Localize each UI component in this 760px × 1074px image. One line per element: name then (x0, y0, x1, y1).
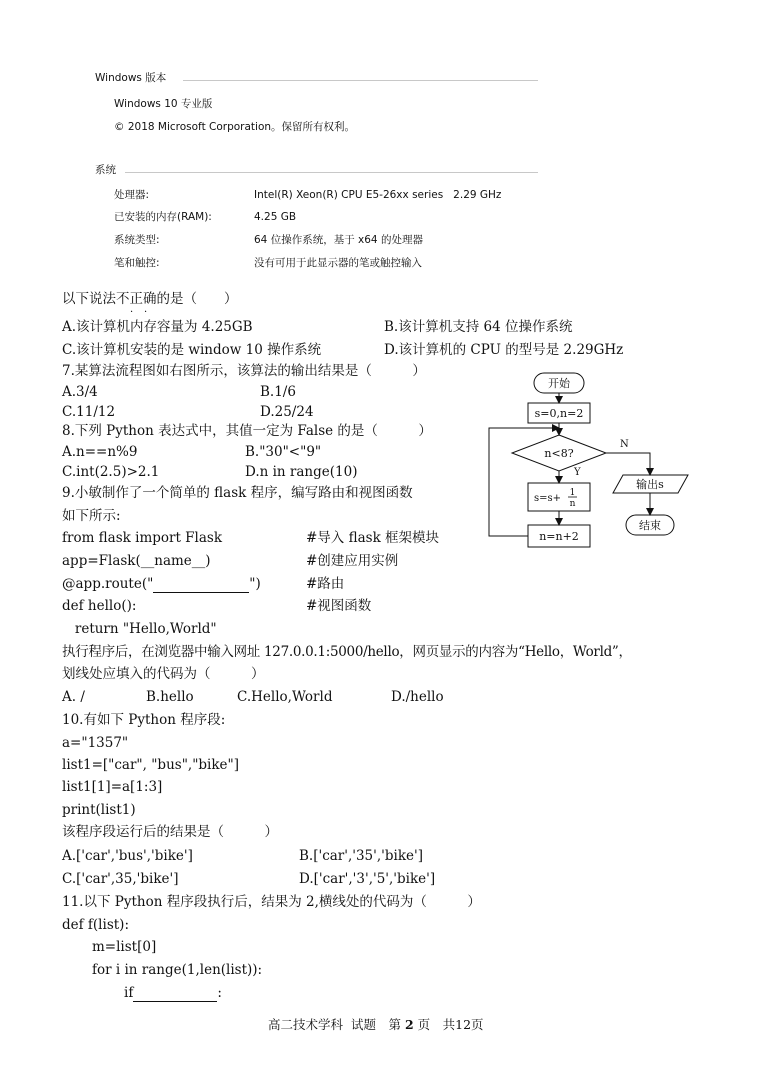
code-text: @app.route(" (62, 576, 154, 592)
system-label-processor: 处理器: (114, 189, 150, 201)
windows-version-heading: Windows 版本 (95, 72, 167, 84)
q6-stem: 以下说法不正确的是（ ） (62, 291, 238, 307)
system-value-pen: 没有可用于此显示器的笔或触控输入 (254, 257, 422, 269)
flowchart-start-label: 开始 (548, 377, 570, 390)
q10-option-b: B.['car','35','bike'] (299, 848, 423, 864)
flowchart-init-label: s=0,n=2 (534, 407, 584, 420)
flowchart-output-label: 输出s (636, 478, 664, 491)
q7-option-c: C.11/12 (62, 404, 116, 420)
code-line: def hello(): (62, 598, 137, 614)
fill-blank (133, 987, 217, 1002)
q9-option-d: D./hello (391, 689, 444, 705)
system-label-type: 系统类型: (114, 234, 160, 246)
footer-mid: 页 共 (417, 1017, 456, 1032)
q8-option-a: A.n==n%9 (62, 444, 138, 460)
code-line: from flask import Flask (62, 530, 223, 546)
flowchart-no-arrow (606, 453, 650, 475)
q10-question: 该程序段运行后的结果是（ ） (62, 824, 278, 840)
q10-option-a: A.['car','bus','bike'] (62, 848, 193, 864)
code-line: a="1357" (62, 735, 129, 751)
code-text: if (124, 985, 134, 1001)
q9-stem-line2: 如下所示: (62, 508, 121, 524)
q6-option-c: C.该计算机安装的是 window 10 操作系统 (62, 342, 322, 358)
code-line: print(list1) (62, 802, 136, 818)
q10-option-c: C.['car',35,'bike'] (62, 871, 179, 887)
q7-option-b: B.1/6 (260, 384, 296, 400)
code-line-if (124, 987, 222, 1002)
q9-option-c: C.Hello,World (237, 689, 333, 705)
q10-option-d: D.['car','3','5','bike'] (299, 871, 436, 887)
q6-option-a: A.该计算机内存容量为 4.25GB (62, 319, 253, 335)
code-text: ") (249, 576, 261, 592)
code-line: def f(list): (62, 917, 129, 933)
system-label-pen: 笔和触控: (114, 257, 160, 269)
code-comment: #路由 (306, 576, 345, 592)
code-text: : (217, 985, 222, 1001)
section-divider (183, 80, 538, 81)
code-line: for i in range(1,len(list)): (92, 962, 263, 978)
code-line: list1[1]=a[1:3] (62, 779, 163, 795)
code-comment: #视图函数 (306, 598, 372, 614)
flowchart-loop-arrow (489, 428, 562, 536)
q8-option-c: C.int(2.5)>2.1 (62, 464, 160, 480)
q10-stem: 10.有如下 Python 程序段: (62, 712, 226, 728)
q9-option-a: A. / (62, 689, 85, 705)
q9-stem-line1: 9.小敏制作了一个简单的 flask 程序，编写路由和视图函数 (62, 485, 413, 501)
system-value-processor: Intel(R) Xeon(R) CPU E5-26xx series 2.29 GHz (254, 189, 502, 201)
q9-desc-line1: 执行程序后，在浏览器中输入网址 127.0.0.1:5000/hello，网页显示的内容为“Hello，World”， (62, 644, 632, 660)
fill-blank (153, 578, 249, 593)
system-value-ram: 4.25 GB (254, 211, 297, 223)
emphasis-dot: · (130, 307, 134, 318)
code-line: m=list[0] (92, 939, 157, 955)
q7-option-d: D.25/24 (260, 404, 314, 420)
system-heading: 系统 (95, 164, 116, 176)
flowchart-no-label: N (620, 439, 629, 450)
page-footer (268, 1019, 484, 1032)
code-line: return "Hello,World" (62, 621, 217, 637)
flowchart-condition-label: n<8? (544, 447, 574, 460)
flowchart-end-label: 结束 (639, 519, 661, 532)
q11-stem: 11.以下 Python 程序段执行后，结果为 2,横线处的代码为（ ） (62, 894, 481, 910)
copyright-text: © 2018 Microsoft Corporation。保留所有权利。 (114, 121, 356, 133)
footer-left: 高二技术学科 试题 第 (268, 1017, 401, 1032)
flowchart-yes-label: Y (574, 467, 581, 478)
system-label-ram: 已安装的内存(RAM): (114, 211, 212, 223)
q8-option-b: B."30"<"9" (245, 444, 322, 460)
q7-option-a: A.3/4 (62, 384, 98, 400)
q8-stem: 8.下列 Python 表达式中，其值一定为 False 的是（ ） (62, 423, 432, 439)
q8-option-d: D.n in range(10) (245, 464, 358, 480)
flowchart-fraction-denominator: n (569, 499, 576, 509)
algorithm-flowchart (480, 366, 700, 566)
flowchart-update-label: s=s+ (534, 493, 562, 504)
q7-stem: 7.某算法流程图如右图所示，该算法的输出结果是（ ） (62, 363, 426, 379)
code-comment: #导入 flask 框架模块 (306, 530, 440, 546)
windows-edition: Windows 10 专业版 (114, 98, 213, 110)
flowchart-fraction-numerator: 1 (569, 488, 576, 498)
flowchart-increment-label: n=n+2 (539, 530, 579, 543)
system-value-type: 64 位操作系统，基于 x64 的处理器 (254, 234, 423, 246)
code-line-route (62, 578, 261, 593)
footer-total-pages: 12 (455, 1017, 472, 1032)
section-divider (125, 172, 538, 173)
q6-option-d: D.该计算机的 CPU 的型号是 2.29GHz (384, 342, 624, 358)
emphasis-dot: · (144, 307, 148, 318)
q9-desc-line2: 划线处应填入的代码为（ ） (62, 666, 265, 682)
code-line: list1=["car", "bus","bike"] (62, 757, 240, 773)
code-line: app=Flask(__name__) (62, 553, 211, 569)
code-comment: #创建应用实例 (306, 553, 399, 569)
q9-option-b: B.hello (146, 689, 194, 705)
footer-page-number: 2 (404, 1017, 414, 1032)
q6-option-b: B.该计算机支持 64 位操作系统 (384, 319, 573, 335)
footer-right: 页 (471, 1017, 484, 1032)
